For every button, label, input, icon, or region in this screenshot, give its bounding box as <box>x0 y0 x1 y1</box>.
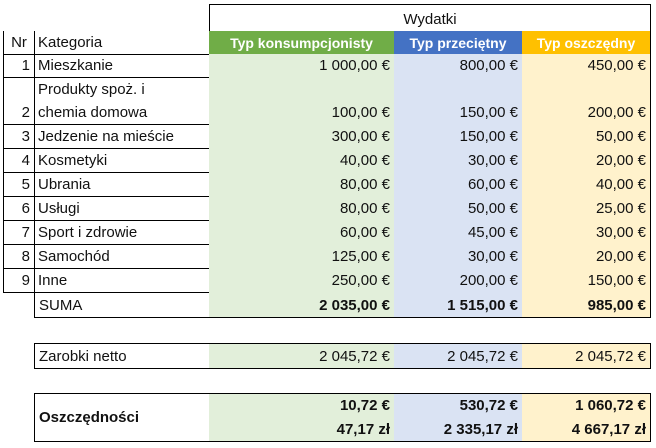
savings-label: Oszczędności <box>39 408 140 426</box>
row-average[interactable] <box>394 196 523 221</box>
row-consumer-value: 1 000,00 € <box>319 57 390 74</box>
sum-consumer[interactable] <box>209 292 395 318</box>
row-nr[interactable] <box>3 148 35 173</box>
row-category[interactable] <box>34 196 210 221</box>
sum-saver-value: 985,00 € <box>587 297 646 314</box>
row-saver[interactable] <box>522 148 651 173</box>
sum-average[interactable] <box>394 292 523 318</box>
savings-pln-average-value: 2 335,17 zł <box>443 421 518 438</box>
row-category[interactable] <box>34 124 210 149</box>
row-consumer-value: 80,00 € <box>339 176 390 193</box>
header-average-label: Typ przeciętny <box>409 35 507 51</box>
row-nr-value: 3 <box>21 128 30 145</box>
row-category[interactable] <box>34 148 210 173</box>
row-saver[interactable] <box>522 220 651 245</box>
savings-eur-consumer-value: 10,72 € <box>339 397 390 414</box>
row-consumer[interactable] <box>209 244 395 269</box>
row-nr[interactable] <box>3 244 35 269</box>
sum-label-cell[interactable] <box>34 292 210 318</box>
row-consumer[interactable] <box>209 220 395 245</box>
row-saver-value: 150,00 € <box>587 272 646 289</box>
group-title-cell[interactable] <box>209 4 651 32</box>
row-average[interactable] <box>394 148 523 173</box>
row-average-value: 45,00 € <box>467 224 518 241</box>
row-average-value: 60,00 € <box>467 176 518 193</box>
row-nr-value: 6 <box>21 200 30 217</box>
income-label: Zarobki netto <box>39 348 127 365</box>
row-average-value: 800,00 € <box>459 57 518 74</box>
row-consumer-value: 125,00 € <box>331 248 390 265</box>
row-consumer[interactable] <box>209 148 395 173</box>
row-nr[interactable] <box>3 172 35 197</box>
row-consumer[interactable] <box>209 172 395 197</box>
row-category-value: Mieszkanie <box>38 57 114 74</box>
row-nr[interactable] <box>3 268 35 293</box>
header-nr-label: Nr <box>11 34 27 51</box>
header-saver-label: Typ oszczędny <box>536 35 636 51</box>
sum-saver[interactable] <box>522 292 651 318</box>
row-consumer-value: 40,00 € <box>339 152 390 169</box>
row-consumer-value: 300,00 € <box>331 128 390 145</box>
savings-pln-average[interactable] <box>394 417 523 442</box>
row-saver-value: 40,00 € <box>595 176 646 193</box>
row-average-value: 50,00 € <box>467 200 518 217</box>
row-nr[interactable] <box>3 196 35 221</box>
row-nr-value: 7 <box>21 224 30 241</box>
sum-label: SUMA <box>39 297 83 314</box>
sum-consumer-value: 2 035,00 € <box>319 297 390 314</box>
row-saver[interactable] <box>522 77 651 125</box>
row-category-value: Jedzenie na mieście <box>38 128 174 145</box>
savings-eur-average[interactable] <box>394 393 523 418</box>
row-average-value: 30,00 € <box>467 152 518 169</box>
income-saver-value: 2 045,72 € <box>575 348 646 365</box>
savings-eur-saver[interactable] <box>522 393 651 418</box>
sum-average-value: 1 515,00 € <box>447 297 518 314</box>
row-average[interactable] <box>394 124 523 149</box>
row-category-value: Inne <box>38 272 68 289</box>
row-consumer-value: 60,00 € <box>339 224 390 241</box>
row-nr-value: 4 <box>21 152 30 169</box>
row-category-line2: chemia domowa <box>38 104 148 121</box>
row-consumer[interactable] <box>209 124 395 149</box>
header-nr[interactable] <box>3 31 35 55</box>
row-saver[interactable] <box>522 268 651 293</box>
income-label-cell[interactable] <box>34 343 210 369</box>
income-average[interactable] <box>394 343 523 369</box>
row-category-value: Ubrania <box>38 176 91 193</box>
row-saver-value: 30,00 € <box>595 224 646 241</box>
row-average-value: 150,00 € <box>459 128 518 145</box>
income-consumer[interactable] <box>209 343 395 369</box>
income-consumer-value: 2 045,72 € <box>319 348 390 365</box>
row-average-value: 150,00 € <box>459 104 518 121</box>
row-consumer-value: 80,00 € <box>339 200 390 217</box>
header-consumer[interactable] <box>209 31 395 55</box>
row-saver-value: 200,00 € <box>587 104 646 121</box>
row-saver-value: 450,00 € <box>587 57 646 74</box>
row-consumer[interactable] <box>209 77 395 125</box>
row-category-value: Sport i zdrowie <box>38 224 138 241</box>
row-average-value: 30,00 € <box>467 248 518 265</box>
row-category[interactable] <box>34 268 210 293</box>
savings-pln-saver-value: 4 667,17 zł <box>571 421 646 438</box>
row-average[interactable] <box>394 244 523 269</box>
row-category[interactable] <box>34 220 210 245</box>
header-saver[interactable] <box>522 31 651 55</box>
row-category[interactable] <box>34 54 210 78</box>
savings-pln-saver[interactable] <box>522 417 651 442</box>
row-nr[interactable] <box>3 124 35 149</box>
row-average[interactable] <box>394 220 523 245</box>
row-category-value: Usługi <box>38 200 80 217</box>
savings-pln-consumer[interactable] <box>209 417 395 442</box>
header-category[interactable] <box>34 31 210 55</box>
row-consumer[interactable] <box>209 196 395 221</box>
row-nr-value: 5 <box>21 176 30 193</box>
savings-pln-consumer-value: 47,17 zł <box>336 421 390 438</box>
row-saver[interactable] <box>522 244 651 269</box>
income-saver[interactable] <box>522 343 651 369</box>
row-saver-value: 50,00 € <box>595 128 646 145</box>
row-average-value: 200,00 € <box>459 272 518 289</box>
row-average[interactable] <box>394 54 523 78</box>
row-category[interactable] <box>34 244 210 269</box>
row-saver-value: 25,00 € <box>595 200 646 217</box>
income-average-value: 2 045,72 € <box>447 348 518 365</box>
savings-label-cell[interactable] <box>34 393 210 442</box>
header-average[interactable] <box>394 31 523 55</box>
row-average[interactable] <box>394 172 523 197</box>
row-consumer-value: 250,00 € <box>331 272 390 289</box>
row-saver-value: 20,00 € <box>595 248 646 265</box>
row-consumer-value: 100,00 € <box>331 104 390 121</box>
row-average[interactable] <box>394 268 523 293</box>
row-consumer[interactable] <box>209 268 395 293</box>
row-saver[interactable] <box>522 196 651 221</box>
row-saver[interactable] <box>522 124 651 149</box>
savings-eur-saver-value: 1 060,72 € <box>575 397 646 414</box>
row-saver[interactable] <box>522 54 651 78</box>
row-category[interactable] <box>34 172 210 197</box>
row-consumer[interactable] <box>209 54 395 78</box>
row-category-line1: Produkty spoż. i <box>38 81 145 98</box>
row-nr-value: 8 <box>21 248 30 265</box>
row-average[interactable] <box>394 77 523 125</box>
row-saver-value: 20,00 € <box>595 152 646 169</box>
row-nr-value: 2 <box>21 104 30 121</box>
group-title: Wydatki <box>403 11 457 28</box>
header-consumer-label: Typ konsumpcjonisty <box>230 35 373 51</box>
header-category-label: Kategoria <box>38 34 103 51</box>
row-nr[interactable] <box>3 77 35 125</box>
row-nr-value: 1 <box>21 57 30 74</box>
row-nr[interactable] <box>3 220 35 245</box>
row-category-value: Samochód <box>38 248 110 265</box>
row-category[interactable] <box>34 77 210 125</box>
savings-eur-average-value: 530,72 € <box>459 397 518 414</box>
row-nr-value: 9 <box>21 272 30 289</box>
savings-eur-consumer[interactable] <box>209 393 395 418</box>
row-category-value: Kosmetyki <box>38 152 108 169</box>
row-saver[interactable] <box>522 172 651 197</box>
row-nr[interactable] <box>3 54 35 78</box>
